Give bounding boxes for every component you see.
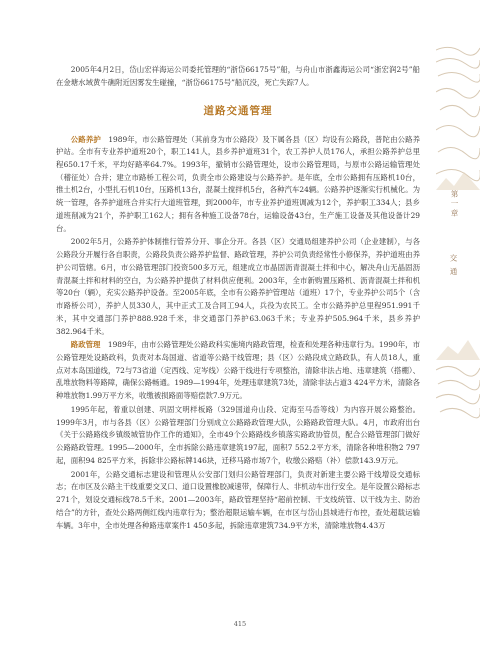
paragraph-road-maintenance [56,134,420,236]
paragraph-2002 [56,236,420,338]
topic-label: 交通 [449,254,458,281]
page-number: 415 [233,620,247,628]
paragraph-lead: 公路养护 [70,134,101,144]
paragraph-text: 1995年起，着重以创建、巩固文明样板路（329国道舟山段、定海至马岙等线）为内容开展公路整治。1999年3月，市与各县（区）公路管理部门分别成立公路路政管理大队，公路路政管理大队。4月，市政府出台《关于公路路线乡镇级城管协作工作的通知》，全市49个公路路线乡镇落实路政协管员，配合公路管理部门做好公路路政管理。1995—2000年，全市拆除公路违章建筑197起，面积7 552.2平方米，清除各种堆积物2 797起，面积94 825平方米，拆除非公路标牌146块，迁移马路市场7个，收缴公路赔（补）偿款143.9万元。 [56,404,420,465]
main-text [56,64,420,533]
chapter-label: 第一章 [450,190,459,219]
paragraph-text: 2001年，公路交通标志建设和管理从公安部门划归公路管理部门，负责对新建主要公路干线增设交通标志；在市区及公路主干线重要交叉口、道口设置橡胶减速带，保障行人、非机动车出行安全。是年设置公路标志271个，划设交通标线78.5千米。2001—2003年，路政管理坚持“超前控制、干支线统管、以干线为主、防治结合”的方针，查处公路两侧红线内违章行为；整治超限运输车辆，在市区与岱山县城进行布控，查处超载运输车辆。3年中，全市处理各种路违章案件1 450多起，拆除违章建筑734.9平方米，清除堆放物4.43万 [56,469,420,530]
paragraph-2001 [56,469,420,533]
paragraph-text: 1989年，市公路管理处（其前身为市公路段）及下属各县（区）均设有公路段，普陀由公路养护站。全市有专业养护道班20个，职工141人，县乡养护道班31个，农工养护人员176人，承担公路养护总里程650.17千米，平均好路率64.7%。1993年，撤销市公路管理处，设市公路管理局，与原市公路运输管理处（稽征处）合并；建立市路桥工程公司，负责全市公路建设与公路养护。是年底，全市公路拥有压路机10台，推土机2台，小型扎石机10台，压路机13台，混凝土搅拌机5台，各种汽车24辆。公路养护逐渐实行机械化。为统一管理，各养护道班合并实行大道班管理，到2000年，市专业养护道班调减为12个，养护职工334人；县乡道班削减为21个，养护职工162人；拥有各种施工设备78台，运输设备43台，生产施工设备及其他设备计29台。 [56,134,420,233]
paragraph-lead: 路政管理 [70,340,101,350]
paragraph-road-administration [56,339,420,403]
section-title: 道路交通管理 [203,105,273,118]
paragraph-text: 2002年5月，公路养护体制推行管养分开、事企分开。各县（区）交通局组建养护公司（企业建制），与各公路段分开履行各自职责，公路段负责公路养护监督、路政管理，养护公司负责经常性小修保养，养护道班由养护公司管辖。6月，市公路管理部门投资500多万元，组建成立市晶固沥青混凝土拌和中心，解决舟山无晶固沥青混凝土拌和材料的空白，为公路养护提供了材料供应便利。2003年，全市新购置压路机、沥青混凝土拌和机等20台（辆），充实公路养护设备。至2005年底，全市有公路养护管理站（道班）17个，专业养护公司5个（含市路桥公司），养护人员330人，其中正式工及合同工94人，兵役为农民工。全市公路养护总里程951.991千米，其中交通部门养护888.928千米，非交通部门养护63.063千米；专业养护505.964千米，县乡养护382.964千米。 [56,237,420,336]
top-paragraph: 2005年4月2日，岱山宏祥海运公司委托管理的“浙岱66175号”船，与舟山市浙鑫海运公司“浙宏润2号”船在金塘水域黄牛礁附近因雾发生碰撞，“浙岱66175号”船沉没，死亡失踪7人。 [56,65,420,87]
mountain-decoration-icon [436,40,480,430]
paragraph-text: 1989年，由市公路管理处公路政科实施境内路政管理，检查和处理各种违章行为。1990年，市公路管理处设路政科，负责对本岛国道、省道等公路干线管理；县（区）公路段成立路政队，有人员18人，重点对本岛国道线，72与73省道（定西线、定岑线）公路干线进行专项整治，清除非法占地、违章建筑（搭棚）、乱堆放物料等路障，确保公路畅通。1989—1994年，处理违章建筑73处，清除非法占道3 424平方米，清除各种堆放物1.99万平方米，收缴被损路面等赔偿款7.9万元。 [56,340,420,401]
paragraph-1995 [56,404,420,468]
